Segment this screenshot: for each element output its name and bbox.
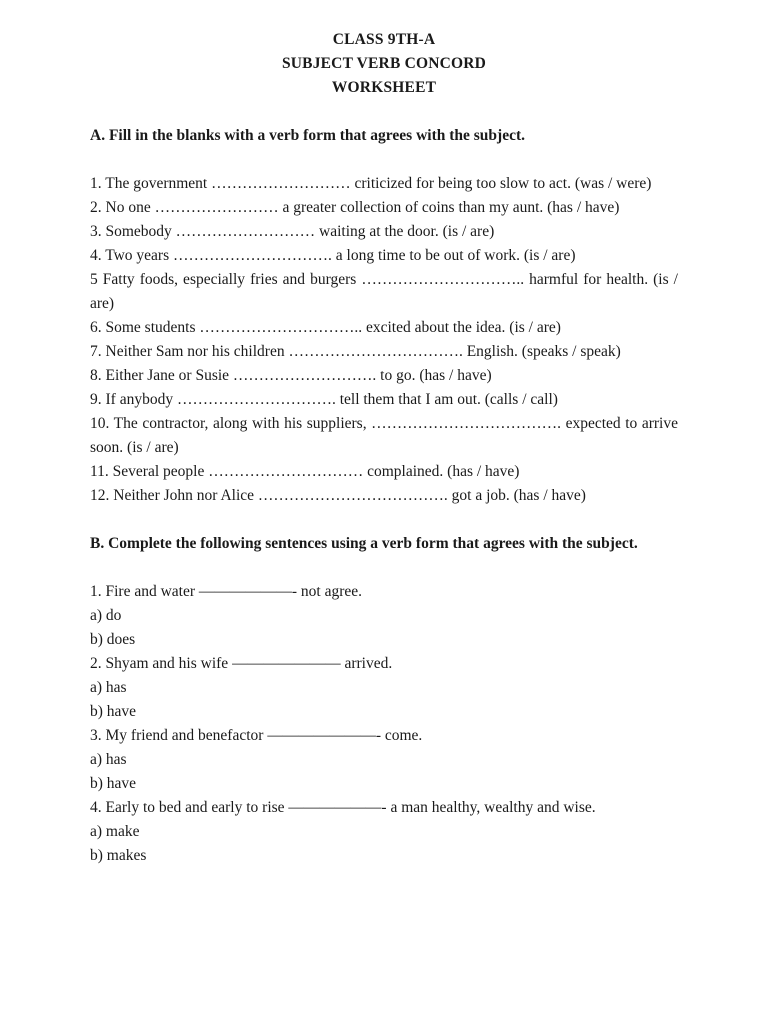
- subject-title: SUBJECT VERB CONCORD: [281, 55, 487, 72]
- section-a-item-7: 7. Neither Sam nor his children ……………………………. English. (speaks / speak): [90, 343, 621, 360]
- section-b-question-2-options: [90, 676, 678, 724]
- section-b-heading: B. Complete the following sentences using a verb form that agrees with the subject.: [90, 535, 638, 552]
- section-a-heading: A. Fill in the blanks with a verb form that agrees with the subject.: [90, 127, 525, 144]
- option-a: a) has: [90, 679, 127, 696]
- section-a-item-10: 10. The contractor, along with his suppliers, ………………………………. expected to arrive soon. (is / are): [90, 415, 678, 456]
- section-b-question-1-options: [90, 604, 678, 652]
- section-a-item-9: 9. If anybody …………………………. tell them that I am out. (calls / call): [90, 391, 558, 408]
- section-a-item-12: 12. Neither John nor Alice ………………………………. got a job. (has / have): [90, 487, 586, 504]
- section-a-item-5: 5 Fatty foods, especially fries and burgers ………………………….. harmful for health. (is / are): [90, 271, 678, 312]
- worksheet-title: WORKSHEET: [331, 79, 437, 96]
- class-title: CLASS 9TH-A: [332, 31, 436, 48]
- section-b-question-1: 1. Fire and water ——————- not agree.: [90, 583, 363, 600]
- option-b: b) does: [90, 631, 136, 648]
- option-a: a) make: [90, 823, 140, 840]
- section-b-question-2: 2. Shyam and his wife ——————— arrived.: [90, 655, 393, 672]
- section-a-item-1: 1. The government ……………………… criticized for being too slow to act. (was / were): [90, 175, 652, 192]
- section-a-item-2: 2. No one …………………… a greater collection of coins than my aunt. (has / have): [90, 199, 620, 216]
- section-a-item-6: 6. Some students ………………………….. excited about the idea. (is / are): [90, 319, 561, 336]
- option-b: b) have: [90, 775, 137, 792]
- option-a: a) do: [90, 607, 122, 624]
- option-b: b) makes: [90, 847, 147, 864]
- section-b-question-4: 4. Early to bed and early to rise ——————- a man healthy, wealthy and wise.: [90, 799, 596, 816]
- worksheet-header: [90, 28, 678, 100]
- section-a-list: [90, 172, 678, 508]
- section-b-question-3: 3. My friend and benefactor ———————- come.: [90, 727, 423, 744]
- section-a-item-8: 8. Either Jane or Susie ………………………. to go. (has / have): [90, 367, 492, 384]
- section-a-item-4: 4. Two years …………………………. a long time to be out of work. (is / are): [90, 247, 576, 264]
- section-a-item-3: 3. Somebody ……………………… waiting at the door. (is / are): [90, 223, 495, 240]
- section-b-question-3-options: [90, 748, 678, 796]
- section-b-list: [90, 580, 678, 868]
- section-b-question-4-options: [90, 820, 678, 868]
- section-a-item-11: 11. Several people ………………………… complained. (has / have): [90, 463, 520, 480]
- option-b: b) have: [90, 703, 137, 720]
- option-a: a) has: [90, 751, 127, 768]
